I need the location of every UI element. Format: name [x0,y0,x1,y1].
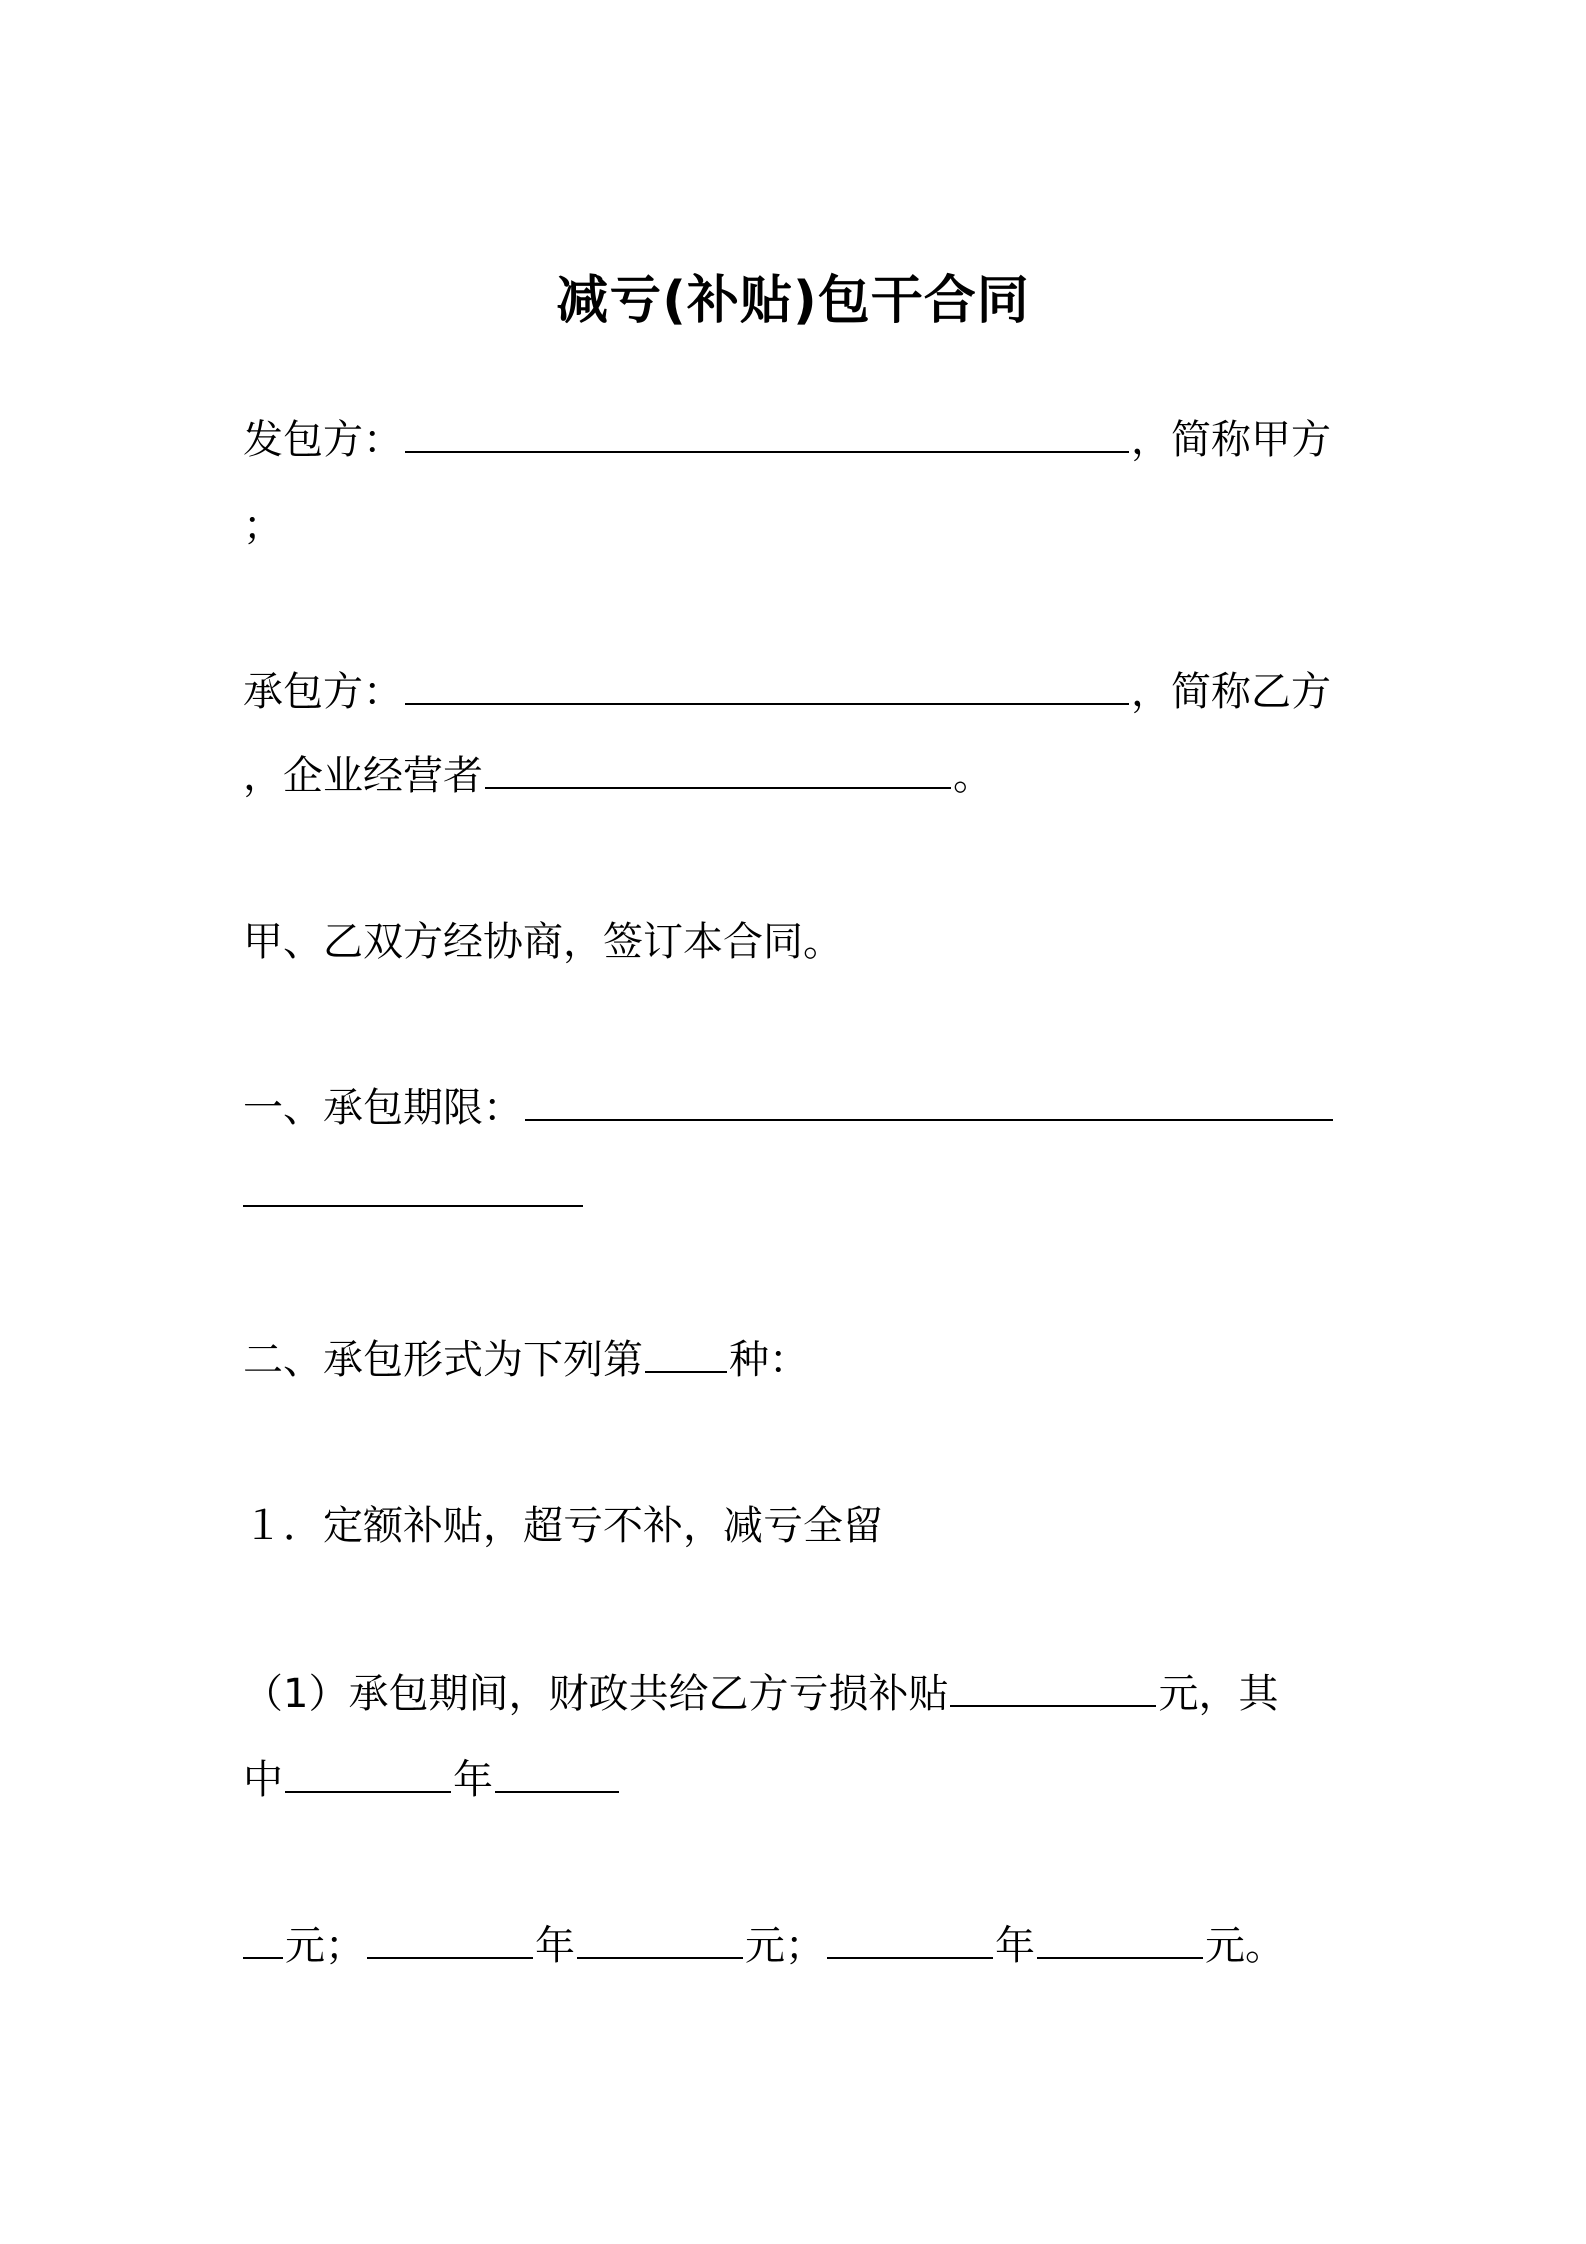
item1-1-line [243,1670,1353,1718]
amount-1-blank[interactable] [495,1757,619,1793]
item1-1-year-3: 年 [995,1923,1035,1969]
section2-suffix: 种： [729,1337,809,1383]
party-b-name-blank[interactable] [405,669,1129,705]
year-1-blank[interactable] [285,1757,451,1793]
party-a-line [243,416,1353,464]
party-a-end: ； [243,503,283,549]
agreement-line: 甲、乙双方经协商，签订本合同。 [243,919,843,965]
party-b-suffix: ，简称乙方 [1131,669,1331,715]
section1-label: 一、承包期限： [243,1085,523,1131]
item1-1-zhong: 中 [243,1757,283,1803]
item1-1-yuan-3: 元。 [1205,1923,1285,1969]
item1-1-yuan-1: 元； [285,1923,365,1969]
party-b-operator-end: 。 [953,753,993,799]
party-b-operator-label: ，企业经营者 [243,753,483,799]
item1-1-year-1: 年 [453,1757,493,1803]
party-b-label: 承包方： [243,669,403,715]
section2-prefix: 二、承包形式为下列第 [243,1337,643,1383]
party-a-label: 发包方： [243,417,403,463]
item1-1-yuan-2: 元； [745,1923,825,1969]
contract-form-number-blank[interactable] [645,1337,727,1373]
contract-period-blank[interactable] [525,1085,1333,1121]
party-a-suffix: ，简称甲方 [1131,417,1331,463]
party-a-end-line [243,502,1353,550]
item1-1-suffix: 元，其 [1158,1671,1279,1717]
amount-2-blank[interactable] [577,1923,743,1959]
item1-1-prefix: （1）承包期间，财政共给乙方亏损补贴 [243,1671,949,1717]
party-a-name-blank[interactable] [405,417,1129,453]
item1-1-line2 [243,1756,1353,1804]
year-2-blank[interactable] [367,1923,533,1959]
item1-1-line3 [243,1922,1353,1970]
document-title: 减亏(补贴)包干合同 [556,271,1030,331]
section1-continuation-line [243,1170,1353,1218]
total-subsidy-blank[interactable] [950,1671,1156,1707]
item1-1-year-2: 年 [535,1923,575,1969]
party-b-line [243,668,1353,716]
contract-period-blank-2[interactable] [243,1171,583,1207]
year-3-blank[interactable] [827,1923,993,1959]
operator-name-blank[interactable] [485,753,951,789]
amount-3-blank[interactable] [1037,1923,1203,1959]
amount-1-blank-cont[interactable] [243,1923,283,1959]
item1-line: １．定额补贴，超亏不补，减亏全留 [243,1503,883,1549]
section1-line [243,1084,1353,1132]
section2-line [243,1336,1353,1384]
party-b-operator-line [243,752,1353,800]
